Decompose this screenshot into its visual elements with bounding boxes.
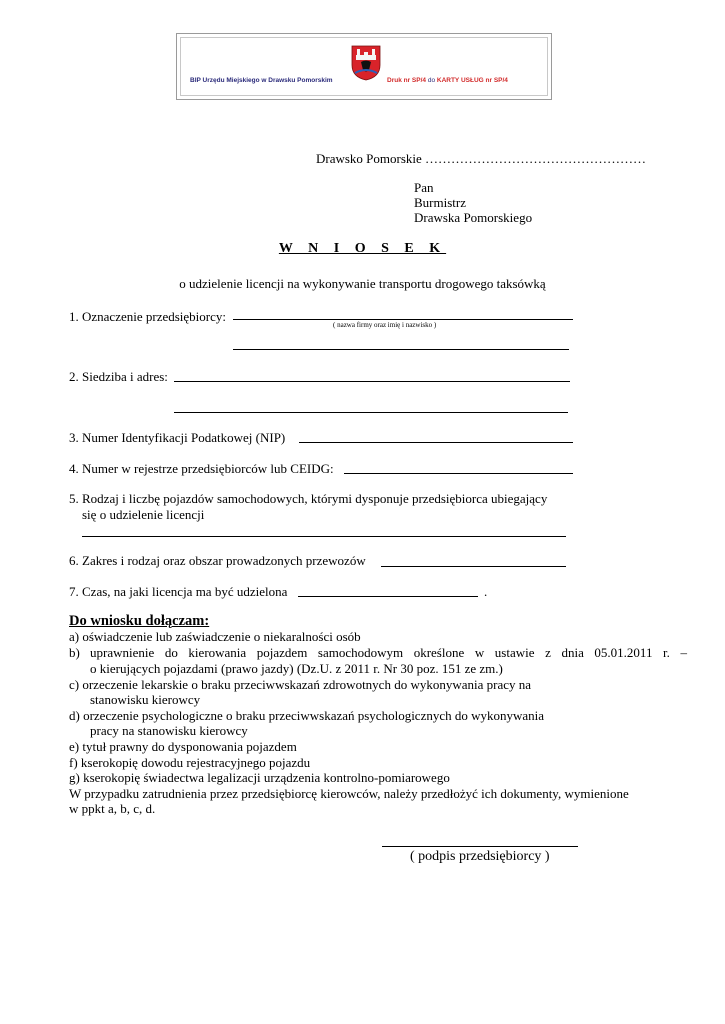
attachment-g: g) kserokopię świadectwa legalizacji urządzenia kontrolno-pomiarowego <box>69 770 450 785</box>
header-card-number: KARTY USŁUG nr SP/4 <box>436 77 508 84</box>
field-1-input-line[interactable] <box>233 319 573 320</box>
attachment-d-line1: d) orzeczenie psychologiczne o braku przeciwwskazań psychologicznych do wykonywania <box>69 708 545 723</box>
field-4-input-line[interactable] <box>344 473 573 474</box>
field-4-label: 4. Numer w rejestrze przedsiębiorców lub CEIDG: <box>69 461 334 476</box>
addressee-line2: Burmistrz <box>414 195 466 210</box>
field-7-label: 7. Czas, na jaki licencja ma być udzielona <box>69 584 288 599</box>
attachment-d-line2: pracy na stanowisku kierowcy <box>90 723 248 738</box>
document-title: W N I O S E K <box>278 241 447 256</box>
attachment-note-line1: W przypadku zatrudnienia przez przedsiębiorcę kierowców, należy przedłożyć ich dokumenty, wymienione <box>69 786 629 801</box>
attachment-b-letter: b) <box>69 645 80 660</box>
header-form-number: Druk nr SP/4 <box>387 77 427 84</box>
field-2-input-line-2[interactable] <box>174 412 568 413</box>
field-5-input-line[interactable] <box>82 536 566 537</box>
field-1-hint: ( nazwa firmy oraz imię i nazwisko ) <box>333 321 437 329</box>
field-1-input-line-2[interactable] <box>233 349 569 350</box>
attachment-note-line2: w ppkt a, b, c, d. <box>69 801 156 816</box>
attachment-c-line1: c) orzeczenie lekarskie o braku przeciwwskazań zdrowotnych do wykonywania pracy na <box>69 677 532 692</box>
attachment-f: f) kserokopię dowodu rejestracyjnego pojazdu <box>69 755 311 770</box>
attachment-c-line2: stanowisku kierowcy <box>90 692 201 707</box>
field-2-label: 2. Siedziba i adres: <box>69 369 168 384</box>
field-6-input-line[interactable] <box>381 566 566 567</box>
field-3-input-line[interactable] <box>299 442 573 443</box>
field-5-label-line1: 5. Rodzaj i liczbę pojazdów samochodowych, którymi dysponuje przedsiębiorca ubiegający <box>69 491 548 506</box>
addressee-line3: Drawska Pomorskiego <box>414 210 533 225</box>
attachment-b-line2: o kierujących pojazdami (prawo jazdy) (Dz.U. z 2011 r. Nr 30 poz. 151 ze zm.) <box>90 661 503 676</box>
field-7-input-line[interactable] <box>298 596 478 597</box>
field-6-label: 6. Zakres i rodzaj oraz obszar prowadzonych przewozów <box>69 553 366 568</box>
document-subtitle: o udzielenie licencji na wykonywanie transportu drogowego taksówką <box>179 276 546 291</box>
field-5-label-line2: się o udzielenie licencji <box>82 507 205 522</box>
header-left-text: BIP Urzędu Miejskiego w Drawsku Pomorskim <box>190 77 333 84</box>
place-date: Drawsko Pomorskie …………………………………………… <box>316 151 647 166</box>
field-2-input-line[interactable] <box>174 381 570 382</box>
header-right-text <box>387 77 508 84</box>
signature-line[interactable] <box>382 846 578 847</box>
signature-caption: ( podpis przedsiębiorcy ) <box>410 849 550 864</box>
field-7-period: . <box>484 584 488 599</box>
header-connector: do <box>427 77 436 84</box>
attachment-e: e) tytuł prawny do dysponowania pojazdem <box>69 739 297 754</box>
attachment-a: a) oświadczenie lub zaświadczenie o niekaralności osób <box>69 629 361 644</box>
field-3-label: 3. Numer Identyfikacji Podatkowej (NIP) <box>69 430 286 445</box>
coat-of-arms-icon <box>351 45 381 81</box>
attachments-heading: Do wniosku dołączam: <box>69 613 210 629</box>
field-1-label: 1. Oznaczenie przedsiębiorcy: <box>69 309 227 324</box>
addressee-line1: Pan <box>414 180 434 195</box>
attachment-b-line1: uprawnienie do kierowania pojazdem samochodowym określone w ustawie z dnia 05.01.2011 r. – <box>90 645 687 660</box>
